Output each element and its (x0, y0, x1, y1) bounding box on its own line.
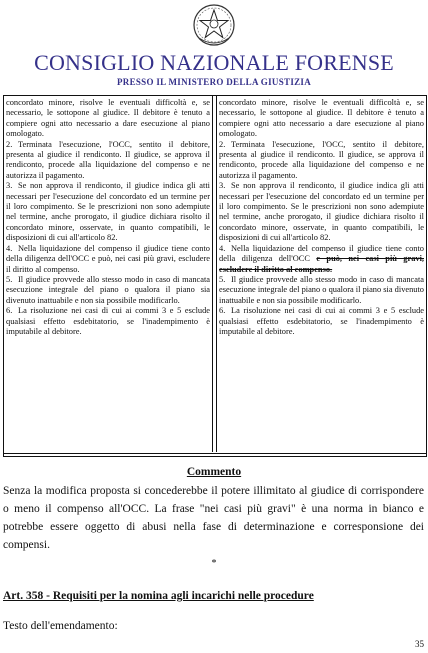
amended-text-column (216, 96, 426, 452)
paragraph-intro: concordato minore, risolve le eventuali difficoltà e, se necessario, le sottopone al giudice. Il debitore è tenuto a compiere ogni atto necessario a dare esecuzione al piano omologato. (6, 98, 210, 139)
paragraph-2: 2. Terminata l'esecuzione, l'OCC, sentito il debitore, presenta al giudice il rendiconto. Il giudice, se approva il rendiconto, procede alla liquidazione del compenso e ne autorizza il pagamento. (219, 139, 424, 180)
comment-body: Senza la modifica proposta si concederebbe il potere illimitato al giudice di corrispondere o meno il compenso all'OCC. La frase "nei casi più gravi" è una norma in bianco e potrebbe essere oggetto di abusi nella fase di determinazione e corresponsione dei compensi. (3, 485, 424, 551)
original-text-column (4, 96, 213, 452)
comment-heading: Commento (186, 466, 242, 478)
deleted-text: e può, nei casi più gravi, escludere il diritto al compenso. (219, 254, 424, 274)
paragraph-2: 2. Terminata l'esecuzione, l'OCC, sentito il debitore, presenta al giudice il rendiconto. Il giudice, se approva il rendiconto, procede alla liquidazione del compenso e ne autorizza il pagamento. (6, 139, 210, 180)
amendment-label: Testo dell'emendamento: (3, 620, 118, 632)
republic-emblem-icon (191, 2, 237, 48)
paragraph-5: 5. Il giudice provvede allo stesso modo in caso di mancata esecuzione integrale del piano o qualora il piano sia divenuto inattuabile e non sia possibile modificarlo. (6, 274, 210, 305)
paragraph-3: 3. Se non approva il rendiconto, il giudice indica gli atti necessari per l'esecuzione del concordato ed un termine per il loro compimento. Se le prescrizioni non sono adempiute nel termine, anche prorogato, il giudice dichiara risolto il concordato minore, osservate, in quanto compatibili, le disposizioni di cui all'articolo 82. (6, 181, 210, 243)
comparison-table (3, 95, 427, 457)
paragraph-intro: concordato minore, risolve le eventuali difficoltà e, se necessario, le sottopone al giudice. Il debitore è tenuto a compiere ogni atto necessario a dare esecuzione al piano omologato. (219, 98, 424, 139)
page-number: 35 (415, 639, 424, 649)
paragraph-6: 6. La risoluzione nei casi di cui ai commi 3 e 5 esclude qualsiasi effetto esdebitatorio, se l'inadempimento è imputabile al debitore. (6, 306, 210, 336)
paragraph-3: 3. Se non approva il rendiconto, il giudice indica gli atti necessari per l'esecuzione del concordato ed un termine per il loro compimento. Se le prescrizioni non sono adempiute nel termine, anche prorogato, il giudice dichiara risolto il concordato minore, osservate, in quanto compatibili, le disposizioni di cui all'articolo 82. (219, 181, 424, 243)
kept-text: Nella liquidazione del compenso il giudice tiene conto della diligenza dell'OCC (219, 243, 424, 264)
organization-title: CONSIGLIO NAZIONALE FORENSE (34, 50, 394, 75)
paragraph-6: 6. La risoluzione nei casi di cui ai commi 3 e 5 esclude qualsiasi effetto esdebitatorio, se l'inadempimento è imputabile al debitore. (219, 306, 424, 336)
organization-subtitle: PRESSO IL MINISTERO DELLA GIUSTIZIA (116, 77, 312, 87)
paragraph-4: 4. Nella liquidazione del compenso il giudice tiene conto della diligenza dell'OCC e può, nei casi più gravi, escludere il diritto al compenso. (6, 243, 210, 274)
paragraph-5: 5. Il giudice provvede allo stesso modo in caso di mancata esecuzione integrale del piano o qualora il piano sia divenuto inattuabile e non sia possibile modificarlo. (219, 274, 424, 305)
article-heading: Art. 358 - Requisiti per la nomina agli incarichi nelle procedure (3, 590, 314, 602)
section-separator: * (211, 558, 217, 569)
paragraph-4-amended: 4. Nella liquidazione del compenso il giudice tiene conto della diligenza dell'OCC e può, nei casi più gravi, escludere il diritto al compenso. (219, 243, 424, 274)
